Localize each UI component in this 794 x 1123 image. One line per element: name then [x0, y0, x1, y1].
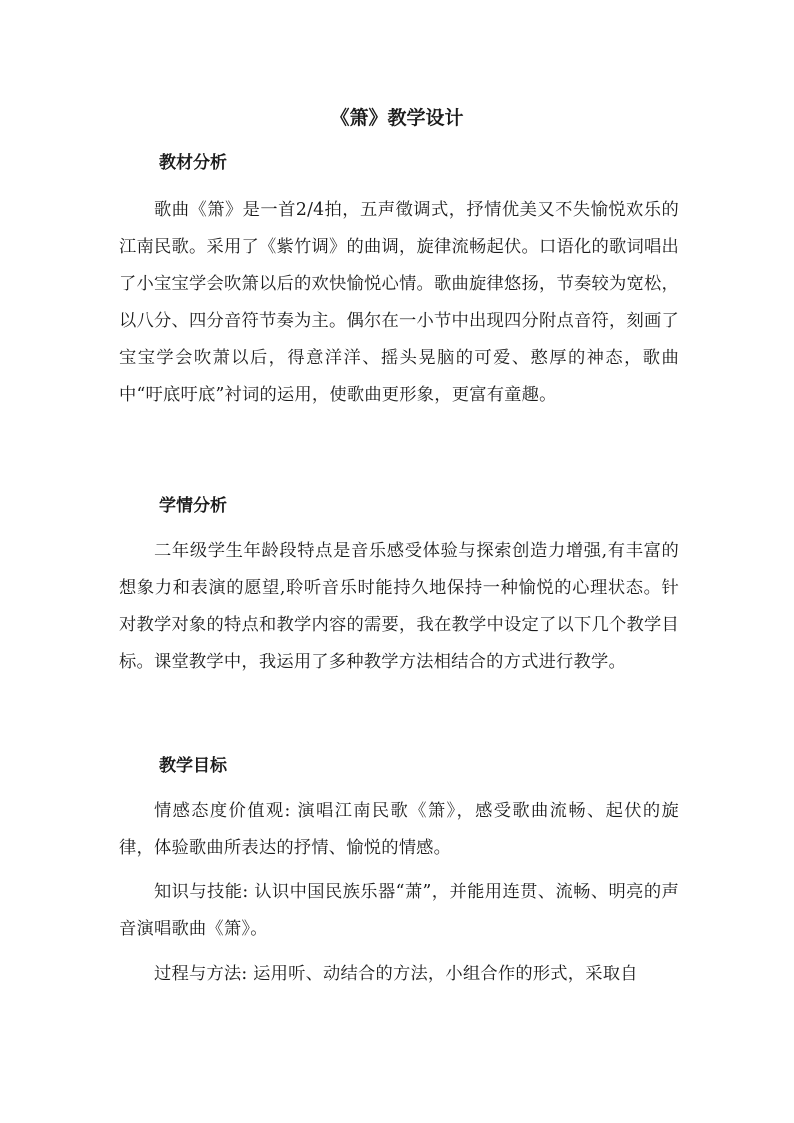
section-heading-teaching-goals: 教学目标 [159, 756, 227, 776]
section-heading-student-analysis: 学情分析 [159, 496, 227, 516]
paragraph-goal-process: 过程与方法: 运用听、动结合的方法，小组合作的形式，采取自 [154, 964, 638, 984]
paragraph-goal-emotion: 情感态度价值观: 演唱江南民歌《箫》，感受歌曲流畅、起伏的旋律，体验歌曲所表达的抒情、愉悦的情感。 [119, 801, 679, 858]
document-title: 《箫》教学设计 [330, 107, 464, 129]
paragraph-material-analysis: 歌曲《箫》是一首2/4拍，五声徵调式，抒情优美又不失愉悦欢乐的江南民歌。采用了《紫竹调》的曲调，旋律流畅起伏。口语化的歌词唱出了小宝宝学会吹箫以后的欢快愉悦心情。歌曲旋律悠扬，节奏较为宽松，以八分、四分音符节奏为主。偶尔在一小节中出现四分附点音符，刻画了宝宝学会吹萧以后，得意洋洋、摇头晃脑的可爱、憨厚的神态，歌曲中“吁底吁底”衬词的运用，使歌曲更形象，更富有童趣。 [119, 200, 679, 405]
paragraph-student-analysis: 二年级学生年龄段特点是音乐感受体验与探索创造力增强,有丰富的想象力和表演的愿望,聆听音乐时能持久地保持一种愉悦的心理状态。针对教学对象的特点和教学内容的需要，我在教学中设定了以下几个教学目标。课堂教学中，我运用了多种教学方法相结合的方式进行教学。 [119, 541, 679, 672]
paragraph-goal-knowledge: 知识与技能: 认识中国民族乐器“萧”，并能用连贯、流畅、明亮的声音演唱歌曲《箫》。 [119, 882, 679, 939]
section-heading-material-analysis: 教材分析 [159, 153, 227, 173]
